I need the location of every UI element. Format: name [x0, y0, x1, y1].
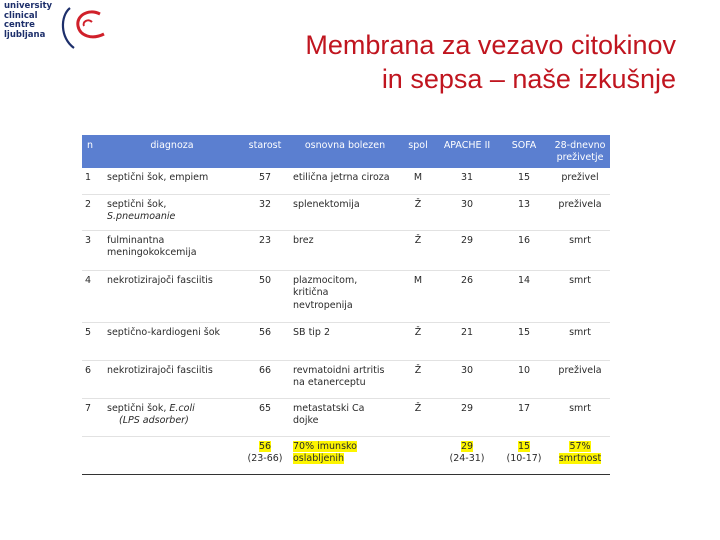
table-row: [82, 360, 610, 398]
table-row: [82, 322, 610, 360]
header-spol: spol: [400, 135, 436, 168]
cell-diagnoza: [104, 194, 240, 230]
header-starost: starost: [240, 135, 290, 168]
bolezen-text-3: nevtropenija: [293, 299, 353, 311]
summary-bolezen-line-1: 70% imunsko: [293, 440, 357, 452]
diagnoza-text: nekrotizirajoči fasciitis: [107, 364, 213, 376]
cell-starost: 32: [240, 194, 290, 230]
ukc-logo: [4, 2, 109, 54]
cell-spol: Ž: [400, 398, 436, 436]
cell-bolezen: [290, 360, 400, 398]
cell-spol: M: [400, 270, 436, 322]
cell-n: 5: [82, 322, 104, 360]
bolezen-text-2: kritična: [293, 287, 329, 298]
cell-prezivetje: preživel: [550, 168, 610, 194]
cell-apache: 31: [436, 168, 498, 194]
cell-sofa: 15: [498, 322, 550, 360]
header-sofa: SOFA: [498, 135, 550, 168]
cell-spol: Ž: [400, 230, 436, 270]
logo-swoosh-icon: [52, 4, 108, 52]
summary-apache: [436, 436, 498, 474]
table-row: [82, 194, 610, 230]
summary-mortality: 57% smrtnost: [558, 440, 602, 464]
header-diagnoza: diagnoza: [104, 135, 240, 168]
diagnoza-text: fulminantna: [107, 234, 165, 246]
cell-spol: Ž: [400, 322, 436, 360]
bolezen-text-2: na etanerceptu: [293, 377, 366, 388]
cell-n: 1: [82, 168, 104, 194]
cell-bolezen: SB tip 2: [290, 322, 400, 360]
summary-sofa-range: (10-17): [506, 453, 542, 464]
cell-apache: 26: [436, 270, 498, 322]
summary-apache-range: (24-31): [449, 453, 485, 464]
title-line-1: Membrana za vezavo citokinov: [305, 30, 676, 60]
summary-empty: [82, 436, 104, 474]
title-line-2: in sepsa – naše izkušnje: [381, 64, 676, 94]
diagnoza-organism: S.pneumoanie: [107, 211, 176, 222]
cell-diagnoza: [104, 270, 240, 322]
table-header-row: [82, 135, 610, 168]
header-apache: APACHE II: [436, 135, 498, 168]
diagnoza-text-2: (LPS adsorber): [119, 415, 189, 426]
cell-sofa: 17: [498, 398, 550, 436]
bolezen-text: revmatoidni artritis: [293, 364, 385, 376]
bolezen-text: metastatski Ca: [293, 402, 365, 414]
summary-bolezen-line-2: oslabljenih: [293, 453, 345, 464]
table-row: [82, 398, 610, 436]
summary-starost: [240, 436, 290, 474]
summary-bolezen: [290, 436, 400, 474]
cell-spol: M: [400, 168, 436, 194]
cell-prezivetje: preživela: [550, 194, 610, 230]
cell-starost: 50: [240, 270, 290, 322]
table-row: [82, 270, 610, 322]
cell-sofa: 16: [498, 230, 550, 270]
header-prezivetje: [550, 135, 610, 168]
logo-line: ljubljana: [4, 29, 46, 40]
cell-n: 4: [82, 270, 104, 322]
cell-bolezen: splenektomija: [290, 194, 400, 230]
diagnoza-text: septično-kardiogeni šok: [107, 326, 221, 338]
cell-prezivetje: smrt: [550, 270, 610, 322]
cell-bolezen: etilična jetrna ciroza: [290, 168, 400, 194]
cell-spol: Ž: [400, 194, 436, 230]
summary-apache-median: 29: [460, 440, 474, 452]
header-osnovna-bolezen: osnovna bolezen: [290, 135, 400, 168]
cell-prezivetje: preživela: [550, 360, 610, 398]
diagnoza-text: nekrotizirajoči fasciitis: [107, 274, 213, 286]
cell-n: 3: [82, 230, 104, 270]
cell-starost: 66: [240, 360, 290, 398]
cell-diagnoza: [104, 322, 240, 360]
cell-n: 7: [82, 398, 104, 436]
header-prezivetje-line-2: preživetje: [556, 152, 604, 163]
logo-line: centre: [4, 20, 35, 30]
logo-text: [4, 2, 52, 40]
cell-bolezen: brez: [290, 230, 400, 270]
cell-spol: Ž: [400, 360, 436, 398]
diagnoza-text-2: meningokokcemija: [107, 247, 197, 258]
summary-prezivetje: [550, 436, 610, 474]
cell-prezivetje: smrt: [550, 398, 610, 436]
cell-apache: 30: [436, 360, 498, 398]
cell-starost: 56: [240, 322, 290, 360]
cell-apache: 21: [436, 322, 498, 360]
diagnoza-text: septični šok, empiem: [107, 172, 209, 183]
diagnoza-organism: E.coli: [169, 402, 195, 414]
cell-sofa: 14: [498, 270, 550, 322]
cell-prezivetje: smrt: [550, 322, 610, 360]
header-prezivetje-line-1: 28-dnevno: [554, 140, 606, 151]
bolezen-text-2: dojke: [293, 415, 319, 426]
summary-starost-median: 56: [258, 440, 272, 452]
diagnoza-text: septični šok,: [107, 198, 167, 210]
summary-empty: [104, 436, 240, 474]
cell-diagnoza: [104, 398, 240, 436]
cell-n: 6: [82, 360, 104, 398]
summary-starost-range: (23-66): [247, 453, 283, 464]
summary-empty: [400, 436, 436, 474]
cell-n: 2: [82, 194, 104, 230]
cell-sofa: 10: [498, 360, 550, 398]
cell-bolezen: [290, 270, 400, 322]
cell-starost: 65: [240, 398, 290, 436]
cell-sofa: 15: [498, 168, 550, 194]
summary-sofa: [498, 436, 550, 474]
cell-apache: 30: [436, 194, 498, 230]
cell-diagnoza: [104, 230, 240, 270]
logo-line: university: [4, 1, 53, 11]
bolezen-text: plazmocitom,: [293, 274, 358, 286]
diagnoza-text: septični šok,: [107, 402, 170, 414]
slide-title: [305, 28, 676, 96]
cell-prezivetje: smrt: [550, 230, 610, 270]
summary-row: [82, 436, 610, 474]
table-row: [82, 168, 610, 194]
cell-apache: 29: [436, 398, 498, 436]
cell-sofa: 13: [498, 194, 550, 230]
summary-sofa-median: 15: [517, 440, 531, 452]
cell-diagnoza: [104, 360, 240, 398]
patient-table: [82, 135, 610, 475]
cell-apache: 29: [436, 230, 498, 270]
cell-starost: 23: [240, 230, 290, 270]
cell-starost: 57: [240, 168, 290, 194]
header-n: n: [82, 135, 104, 168]
cell-bolezen: [290, 398, 400, 436]
cell-diagnoza: [104, 168, 240, 194]
table-row: [82, 230, 610, 270]
logo-line: clinical: [4, 10, 38, 21]
